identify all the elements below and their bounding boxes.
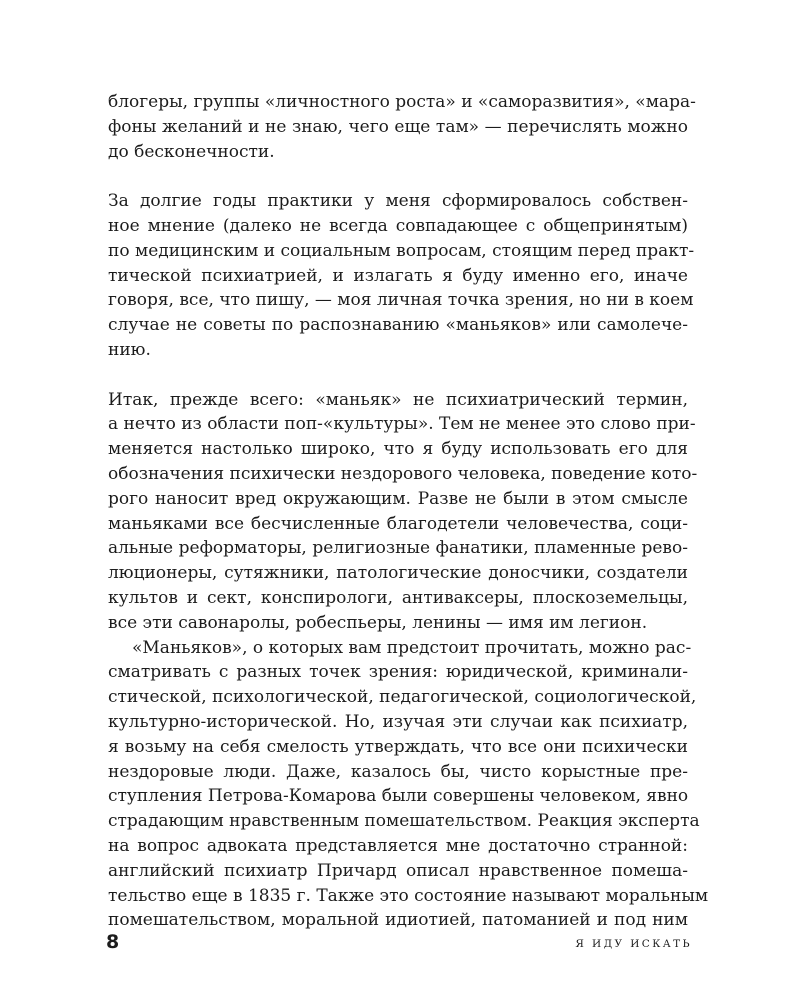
text-line: ное мнение (далеко не всегда совпадающее с общепринятым) [108, 215, 688, 236]
text-line: говоря, все, что пишу, — моя личная точка зрения, но ни в коем [108, 290, 694, 311]
text-line: альные реформаторы, религиозные фанатики, пламенные рево- [108, 538, 688, 559]
text-line: люционеры, сутяжники, патологические доносчики, создатели [108, 563, 688, 584]
text-line: За долгие годы практики у меня сформировалось собствен- [108, 191, 688, 212]
text-line: тельство еще в 1835 г. Также это состояние называют моральным [108, 885, 709, 906]
text-line: фоны желаний и не знаю, чего еще там» — перечислять можно [108, 116, 688, 137]
paragraph-1 [108, 90, 696, 164]
text-line: нию. [108, 339, 151, 360]
text-line: до бесконечности. [108, 141, 275, 162]
text-line: тической психиатрией, и излагать я буду именно его, иначе [108, 265, 688, 286]
text-line: я возьму на себя смелость утверждать, что все они психически [108, 736, 688, 757]
text-line: стической, психологической, педагогической, социологической, [108, 687, 697, 708]
text-line: случае не советы по распознаванию «маньяков» или самолече- [108, 315, 688, 336]
paragraph-3 [108, 388, 698, 636]
text-line: английский психиатр Причард описал нравственное помеша- [108, 860, 688, 881]
text-line: а нечто из области поп-«культуры». Тем не менее это слово при- [108, 414, 696, 435]
running-title: Я ИДУ ИСКАТЬ [575, 938, 692, 950]
paragraph-4 [108, 636, 709, 934]
text-line: нездоровые люди. Даже, казалось бы, чисто корыстные пре- [108, 761, 688, 782]
text-line: блогеры, группы «личностного роста» и «саморазвития», «мара- [108, 92, 696, 112]
text-line: все эти савонаролы, робеспьеры, ленины — имя им легион. [108, 612, 648, 633]
text-line: сматривать с разных точек зрения: юридической, криминали- [108, 662, 688, 683]
text-line: культурно-исторической. Но, изучая эти случаи как психиатр, [108, 711, 688, 732]
text-line: по медицинским и социальным вопросам, стоящим перед практ- [108, 240, 695, 261]
text-line: маньяками все бесчисленные благодетели человечества, соци- [108, 513, 688, 534]
text-line: рого наносит вред окружающим. Разве не были в этом смысле [108, 488, 688, 509]
text-line: ступления Петрова-Комарова были совершены человеком, явно [108, 786, 689, 807]
text-line: Итак, прежде всего: «маньяк» не психиатрический термин, [108, 389, 688, 410]
text-line: меняется настолько широко, что я буду использовать его для [108, 439, 688, 460]
paragraph-gap [108, 164, 688, 189]
paragraph-2 [108, 189, 695, 363]
paragraph-gap [108, 363, 688, 388]
text-line: страдающим нравственным помешательством. Реакция эксперта [108, 811, 700, 832]
text-line: обозначения психически нездорового человека, поведение кото- [108, 463, 698, 484]
text-line: «Маньяков», о которых вам предстоит прочитать, можно рас- [132, 637, 692, 658]
page-number: 8 [106, 931, 120, 953]
text-line: на вопрос адвоката представляется мне достаточно странной: [108, 835, 688, 856]
body-text [108, 90, 709, 933]
text-line: помешательством, моральной идиотией, патоманией и под ним [108, 910, 688, 931]
text-line: культов и сект, конспирологи, антиваксеры, плоскоземельцы, [108, 587, 688, 608]
